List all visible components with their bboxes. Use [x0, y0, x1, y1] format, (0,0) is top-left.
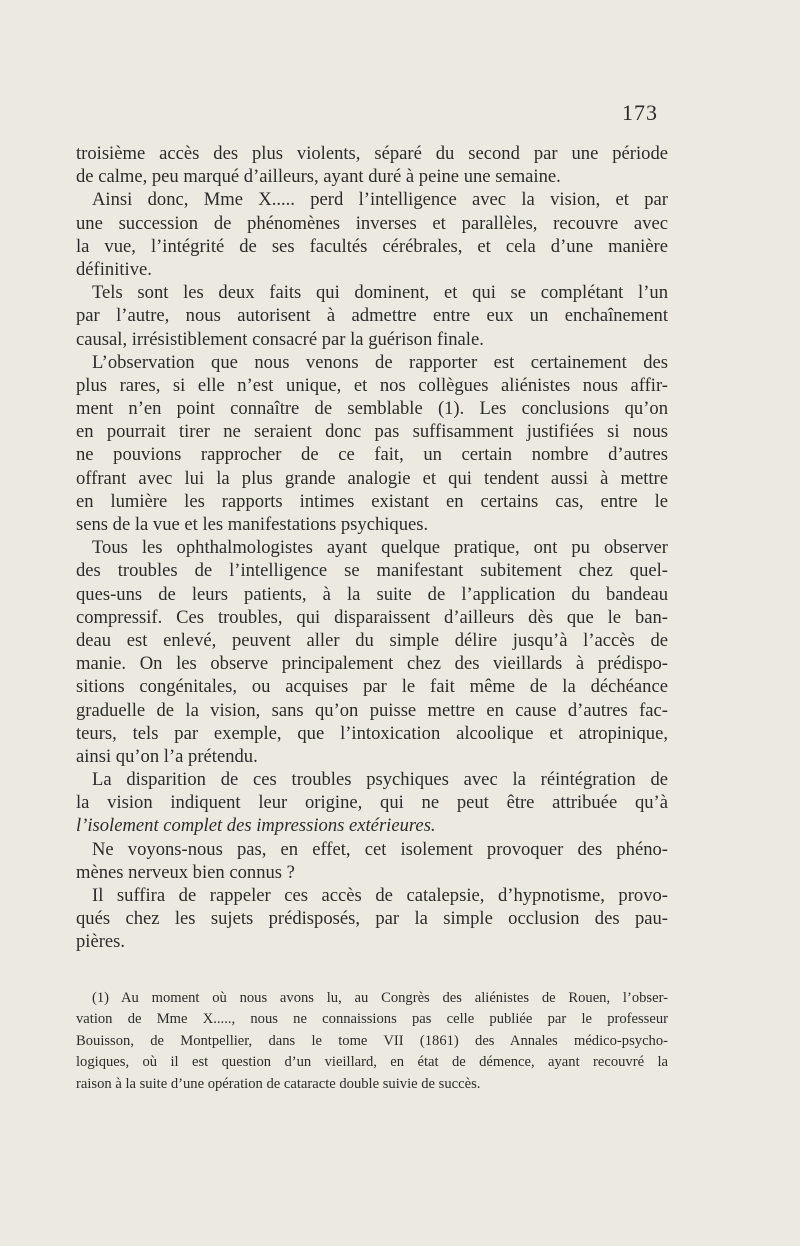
text-line: La disparition de ces troubles psychiques avec la réintégration de: [92, 769, 668, 791]
text-line: troisième accès des plus violents, séparé du second par une période: [76, 143, 668, 164]
text-line: offrant avec lui la plus grande analogie et qui tendent aussi à mettre: [76, 467, 668, 489]
text-line: deau est enlevé, peuvent aller du simple délire jusqu’à l’accès de: [76, 629, 668, 651]
text-line: ne pouvions rapprocher de ce fait, un certain nombre d’autres: [76, 444, 668, 466]
footnote-line: logiques, où il est question d’un vieillard, en état de démence, ayant recouvré la: [76, 1054, 668, 1071]
text-line: sens de la vue et les manifestations psychiques.: [76, 514, 429, 535]
text-line: en lumière les rapports intimes existant en certains cas, entre le: [76, 490, 668, 512]
footnote: [76, 988, 668, 1095]
text-line: manie. On les observe principalement chez des vieillards à prédispo-: [76, 653, 668, 675]
text-line: Tous les ophthalmologistes ayant quelque pratique, ont pu observer: [92, 537, 668, 559]
text-line: l’isolement complet des impressions extérieures.: [76, 815, 436, 837]
text-line: des troubles de l’intelligence se manifestant subitement chez quel-: [76, 560, 668, 582]
text-line: par l’autre, nous autorisent à admettre entre eux un enchaînement: [76, 305, 668, 327]
text-line: en pourrait tirer ne seraient donc pas suffisamment justifiées si nous: [76, 421, 668, 443]
text-line: ment n’en point connaître de semblable (1). Les conclusions qu’on: [76, 398, 668, 420]
page-number: 173: [622, 100, 658, 125]
text-line: ainsi qu’on l’a prétendu.: [76, 745, 258, 767]
text-line: compressif. Ces troubles, qui disparaissent d’ailleurs dès que le ban-: [76, 606, 668, 628]
text-line: de calme, peu marqué d’ailleurs, ayant duré à peine une semaine.: [76, 166, 561, 188]
text-line: mènes nerveux bien connus ?: [76, 861, 295, 883]
text-line: définitive.: [76, 258, 152, 280]
text-line: causal, irrésistiblement consacré par la guérison finale.: [76, 328, 484, 350]
footnote-line: vation de Mme X....., nous ne connaissions pas celle publiée par le professeur: [76, 1011, 668, 1028]
text-line: sitions congénitales, ou acquises par le fait même de la déchéance: [76, 676, 668, 698]
footnote-line: (1) Au moment où nous avons lu, au Congrès des aliénistes de Rouen, l’obser-: [92, 990, 668, 1006]
text-line: Ne voyons-nous pas, en effet, cet isolement provoquer des phéno-: [92, 838, 668, 860]
text-line: teurs, tels par exemple, que l’intoxication alcoolique et atropinique,: [76, 722, 668, 744]
text-line: pières.: [76, 931, 126, 953]
text-line: Il suffira de rappeler ces accès de catalepsie, d’hypnotisme, provo-: [92, 885, 668, 906]
text-line: la vue, l’intégrité de ses facultés cérébrales, et cela d’une manière: [76, 235, 668, 257]
footnote-line: raison à la suite d’une opération de cataracte double suivie de succès.: [76, 1075, 481, 1092]
text-line: ques-uns de leurs patients, à la suite de l’application du bandeau: [76, 583, 668, 605]
text-line: la vision indiquent leur origine, qui ne peut être attribuée qu’à: [76, 792, 668, 814]
text-line: plus rares, si elle n’est unique, et nos collègues aliénistes nous affir-: [76, 374, 668, 396]
body-text: [76, 142, 668, 954]
text-line: L’observation que nous venons de rapporter est certainement des: [92, 351, 668, 373]
text-line: Ainsi donc, Mme X..... perd l’intelligence avec la vision, et par: [92, 189, 668, 211]
text-line: Tels sont les deux faits qui dominent, et qui se complétant l’un: [92, 282, 668, 304]
text-line: qués chez les sujets prédisposés, par la simple occlusion des pau-: [76, 908, 668, 930]
text-line: graduelle de la vision, sans qu’on puisse mettre en cause d’autres fac-: [76, 699, 668, 721]
text-line: une succession de phénomènes inverses et parallèles, recouvre avec: [76, 212, 668, 234]
footnote-line: Bouisson, de Montpellier, dans le tome VII (1861) des Annales médico-psycho-: [76, 1032, 668, 1049]
